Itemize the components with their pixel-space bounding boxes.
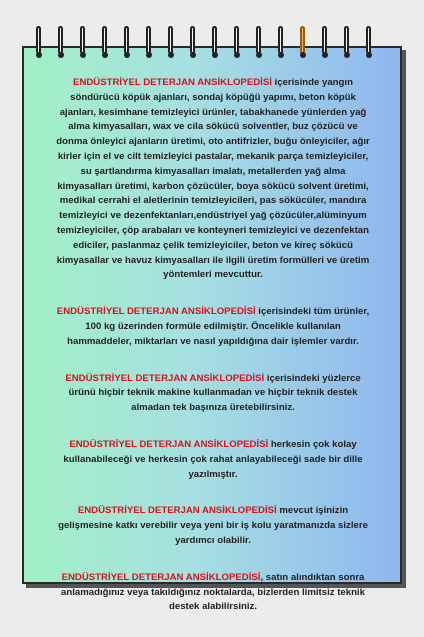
paragraph-text: içerisindeki tüm ürünler, 100 kg üzerinden formüle edilmiştir. Öncelikle kullanılan hammaddeler, miktarları ve nasıl yapıldığına dair işlemler vardır. bbox=[67, 306, 370, 347]
ring bbox=[58, 26, 63, 54]
paragraph-text: mevcut işinizin gelişmesine katkı verebilir veya yeni bir iş kolu yaratmanızda sizlere yardımcı olabilir. bbox=[58, 505, 368, 546]
ring bbox=[278, 26, 283, 54]
paragraph-language bbox=[52, 438, 374, 482]
paragraph-intro bbox=[52, 76, 374, 283]
ring bbox=[212, 26, 217, 54]
brand-name: ENDÜSTRİYEL DETERJAN ANSİKLOPEDİSİ bbox=[61, 571, 261, 583]
ring bbox=[344, 26, 349, 54]
ring bbox=[234, 26, 239, 54]
ring bbox=[190, 26, 195, 54]
spiral-binding bbox=[30, 26, 396, 56]
ring bbox=[80, 26, 85, 54]
ring bbox=[146, 26, 151, 54]
ring bbox=[256, 26, 261, 54]
brand-name: ENDÜSTRİYEL DETERJAN ANSİKLOPEDİSİ bbox=[73, 77, 272, 88]
brand-name: ENDÜSTRİYEL DETERJAN ANSİKLOPEDİSİ bbox=[56, 306, 256, 318]
ring bbox=[124, 26, 129, 54]
paragraph-text: içerisinde yangın söndürücü köpük ajanları, sondaj köpüğü yapımı, beton köpük ajanları, kesimhane temizleyici ürünler, tabakhanede yünlerden yağ alma kimyasalları, wax ve cila sökücü solventler, buz çözücü ve donma önleyici ajanların üretimi, oto antifrizler, buğu önleyiciler, ağır kirler için el ve cilt temizleyici pastalar, mekanik parça temizleyiciler, su şartlandırma kimyasalları imalatı, metallerden yağ alma kimyasalları üretimi, karbon çözücüler, boya sökücü solvent üretimi, medikal cerrahi el aletlerinin temizleyicileri, pas sökücüler, mandıra temizleyici ve dezenfektanları,endüstriyel yağ çözücüler,alüminyum temizleyiciler, çöp arabaları ve konteyneri temizleyici ve dezenfektan ediciler, paslanmaz çelik temizleyiciler, beton ve kireç sökücü kimyasallar ve havuz kimyasalları ile ilgili üretim formülleri ve üretim yöntemleri mevcuttur. bbox=[56, 77, 370, 281]
ring bbox=[322, 26, 327, 54]
paragraph-production bbox=[52, 372, 374, 416]
paragraph-support bbox=[52, 571, 374, 615]
brand-name: ENDÜSTRİYEL DETERJAN ANSİKLOPEDİSİ bbox=[65, 372, 265, 384]
ring bbox=[168, 26, 173, 54]
ring bbox=[366, 26, 371, 54]
paragraph-text: , satın alındıktan sonra anlamadığınız veya takıldığınız noktalarda, bizlerden limitsiz teknik destek alabilirsiniz. bbox=[61, 571, 365, 613]
paragraph-business bbox=[52, 504, 374, 548]
paragraph-text: herkesin çok kolay kullanabileceği ve herkesin çok rahat anlayabileceği sade bir dille yazılmıştır. bbox=[63, 438, 363, 480]
brand-name: ENDÜSTRİYEL DETERJAN ANSİKLOPEDİSİ bbox=[69, 438, 269, 450]
brand-name: ENDÜSTRİYEL DETERJAN ANSİKLOPEDİSİ bbox=[77, 505, 277, 517]
ring bbox=[102, 26, 107, 54]
paragraph-text: içerisindeki yüzlerce ürünü hiçbir teknik makine kullanmadan ve hiçbir teknik destek almadan tek başınıza üretebilirsiniz. bbox=[68, 372, 361, 414]
page-content bbox=[52, 76, 374, 637]
ring-accent bbox=[300, 26, 305, 54]
ring bbox=[36, 26, 41, 54]
paragraph-formulas bbox=[52, 305, 374, 349]
